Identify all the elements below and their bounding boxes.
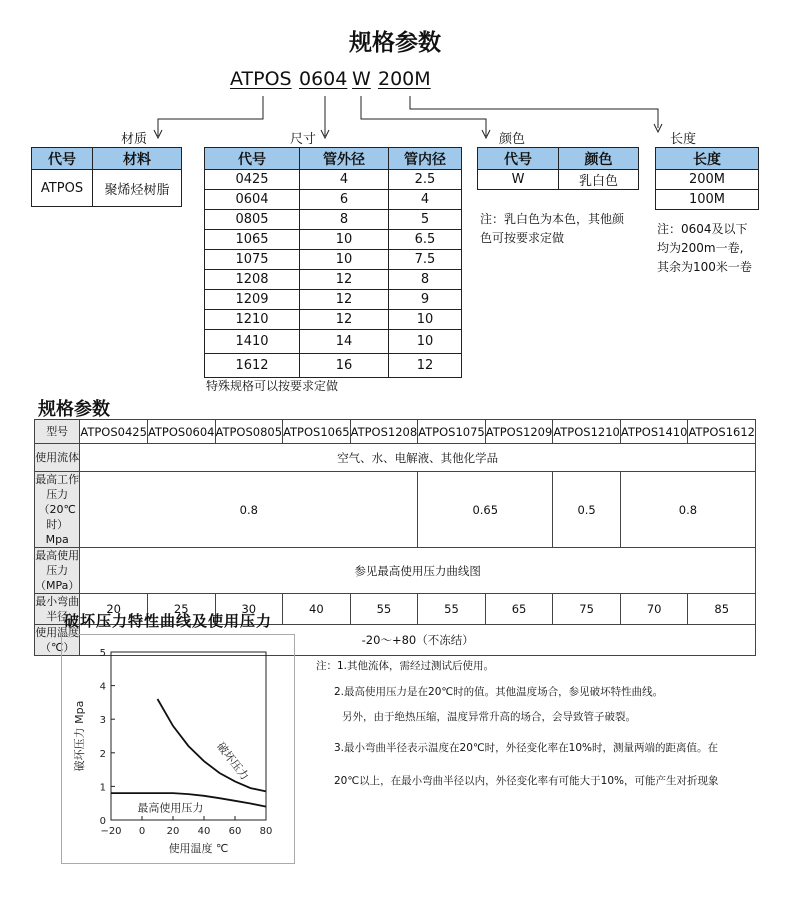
bend-cell: 25 <box>147 594 215 625</box>
material-table <box>31 147 182 207</box>
size-code: 0604 <box>205 190 300 210</box>
length-note-line: 其余为100米一卷 <box>657 260 752 274</box>
table-row <box>205 270 462 290</box>
length-note <box>657 220 752 277</box>
chart-xlabel: 使用温度 ℃ <box>168 842 229 855</box>
spec-row-model <box>35 420 756 444</box>
y-tick-label: 0 <box>99 816 106 827</box>
size-od: 12 <box>300 270 389 290</box>
material-name: 聚烯烃树脂 <box>93 170 182 207</box>
y-tick-label: 2 <box>99 748 106 760</box>
y-tick-label: 3 <box>99 715 106 727</box>
size-code: 1208 <box>205 270 300 290</box>
row-header-line: 最高工作压力 <box>35 473 80 501</box>
y-tick-label: 1 <box>99 782 106 794</box>
length-note-line: 注：0604及以下 <box>657 222 748 236</box>
pressure-cell: 0.65 <box>418 472 553 548</box>
code-length: 200M <box>378 68 431 90</box>
size-od: 10 <box>300 250 389 270</box>
table-row <box>205 230 462 250</box>
size-od: 14 <box>300 330 389 354</box>
size-code: 1065 <box>205 230 300 250</box>
table-row <box>205 210 462 230</box>
use-pressure-cell: 参见最高使用压力曲线图 <box>80 548 756 594</box>
bend-cell: 55 <box>418 594 486 625</box>
row-header: 使用温度（℃） <box>35 626 80 654</box>
table-row <box>205 290 462 310</box>
color-label: 颜色 <box>499 132 526 147</box>
table-row <box>205 310 462 330</box>
model-cell: ATPOS1075 <box>418 420 486 444</box>
code-size: 0604 <box>299 68 348 90</box>
row-header: 最小弯曲半径 <box>35 595 80 623</box>
size-code: 0805 <box>205 210 300 230</box>
color-name: 乳白色 <box>559 170 639 190</box>
size-od: 16 <box>300 354 389 378</box>
size-id: 2.5 <box>389 170 462 190</box>
size-id: 9 <box>389 290 462 310</box>
page-title: 规格参数 <box>349 30 441 56</box>
bend-cell: 20 <box>80 594 148 625</box>
temperature-cell: -20～+80（不冻结） <box>80 625 756 656</box>
pressure-cell: 0.8 <box>620 472 755 548</box>
pressure-chart <box>61 634 293 862</box>
table-row <box>205 330 462 354</box>
color-header-code: 代号 <box>478 148 559 170</box>
size-code: 0425 <box>205 170 300 190</box>
size-table <box>204 147 462 378</box>
size-id: 7.5 <box>389 250 462 270</box>
size-od: 12 <box>300 290 389 310</box>
model-cell: ATPOS1210 <box>553 420 621 444</box>
bend-cell: 75 <box>553 594 621 625</box>
size-code: 1410 <box>205 330 300 354</box>
graph-note-3: 另外，由于绝热压缩，温度异常升高的场合，会导致管子破裂。 <box>342 711 636 723</box>
burst-pressure-line <box>158 699 267 791</box>
y-tick-label: 4 <box>99 681 106 693</box>
size-id: 12 <box>389 354 462 378</box>
row-header: 使用流体 <box>35 444 80 472</box>
model-cell: ATPOS0425 <box>80 420 148 444</box>
color-note-line: 色可按要求定做 <box>480 231 565 245</box>
row-header <box>35 472 80 548</box>
size-header-code: 代号 <box>205 148 300 170</box>
code-color: W <box>352 68 371 90</box>
model-cell: ATPOS1065 <box>283 420 351 444</box>
graph-note-2: 2.最高使用压力是在20℃时的值。其他温度场合，参见破坏特性曲线。 <box>334 686 664 698</box>
burst-pressure-label: 破坏压力 <box>214 739 252 783</box>
pressure-cell: 0.5 <box>553 472 621 548</box>
size-header-od: 管外径 <box>300 148 389 170</box>
model-cell: ATPOS1208 <box>350 420 418 444</box>
row-header-line: （20℃时）Mpa <box>38 503 76 546</box>
x-tick-label: 60 <box>228 826 242 837</box>
length-label: 长度 <box>670 132 697 147</box>
size-od: 4 <box>300 170 389 190</box>
model-cell: ATPOS1612 <box>688 420 756 444</box>
use-pressure-label: 最高使用压力 <box>137 801 204 815</box>
x-tick-label: 40 <box>197 826 211 837</box>
table-row <box>205 170 462 190</box>
length-value: 100M <box>656 190 759 210</box>
graph-note-4: 3.最小弯曲半径表示温度在20℃时，外径变化率在10%时，测量两端的距离值。在 <box>334 742 719 754</box>
size-code: 1612 <box>205 354 300 378</box>
length-header: 长度 <box>656 148 759 170</box>
model-cell: ATPOS0805 <box>215 420 283 444</box>
row-header <box>35 548 80 594</box>
material-label: 材质 <box>121 132 148 147</box>
size-od: 6 <box>300 190 389 210</box>
size-id: 4 <box>389 190 462 210</box>
chart-ylabel: 破坏压力 Mpa <box>73 700 86 772</box>
row-header: 型号 <box>35 420 80 444</box>
length-value: 200M <box>656 170 759 190</box>
bend-cell: 30 <box>215 594 283 625</box>
table-row <box>205 354 462 378</box>
graph-note-5: 20℃以上，在最小弯曲半径以内，外径变化率有可能大于10%，可能产生对折现象 <box>334 775 719 787</box>
size-od: 10 <box>300 230 389 250</box>
bend-cell: 40 <box>283 594 351 625</box>
table-row <box>205 190 462 210</box>
y-tick-label: 5 <box>99 648 106 659</box>
spec-row-fluid <box>35 444 756 472</box>
size-id: 8 <box>389 270 462 290</box>
bend-cell: 70 <box>620 594 688 625</box>
spec-section-title: 规格参数 <box>38 399 110 420</box>
length-note-line: 均为200m一卷, <box>657 241 744 255</box>
model-cell: ATPOS1410 <box>620 420 688 444</box>
color-table <box>477 147 639 190</box>
size-code: 1209 <box>205 290 300 310</box>
size-label: 尺寸 <box>290 132 317 147</box>
fluid-cell: 空气、水、电解液、其他化学品 <box>80 444 756 472</box>
x-tick-label: 80 <box>259 826 273 837</box>
length-table <box>655 147 759 210</box>
size-id: 10 <box>389 310 462 330</box>
size-note: 特殊规格可以按要求定做 <box>206 379 339 393</box>
size-id: 5 <box>389 210 462 230</box>
color-note <box>480 210 624 248</box>
size-id: 6.5 <box>389 230 462 250</box>
x-tick-label: 20 <box>166 826 180 837</box>
material-header-material: 材料 <box>93 148 182 170</box>
model-cell: ATPOS0604 <box>147 420 215 444</box>
bend-cell: 55 <box>350 594 418 625</box>
row-header-line: （MPa） <box>35 579 80 592</box>
color-code: W <box>478 170 559 190</box>
row-header-line: 最高使用压力 <box>35 549 80 577</box>
spec-row-use-pressure <box>35 548 756 594</box>
material-code: ATPOS <box>32 170 93 207</box>
table-row <box>205 250 462 270</box>
model-cell: ATPOS1209 <box>485 420 553 444</box>
spec-row-work-pressure <box>35 472 756 548</box>
size-od: 12 <box>300 310 389 330</box>
graph-section-title: 破坏压力特性曲线及使用压力 <box>64 612 273 630</box>
x-tick-label: 0 <box>138 826 146 837</box>
size-code: 1075 <box>205 250 300 270</box>
bend-cell: 65 <box>485 594 553 625</box>
chart-lines <box>111 699 266 807</box>
graph-note-1: 注：1.其他流体，需经过测试后使用。 <box>316 660 495 672</box>
size-header-id: 管内径 <box>389 148 462 170</box>
pressure-cell: 0.8 <box>80 472 418 548</box>
color-header-color: 颜色 <box>559 148 639 170</box>
bend-cell: 85 <box>688 594 756 625</box>
size-code: 1210 <box>205 310 300 330</box>
size-od: 8 <box>300 210 389 230</box>
size-id: 10 <box>389 330 462 354</box>
x-tick-label: −20 <box>100 826 122 837</box>
material-header-code: 代号 <box>32 148 93 170</box>
code-material: ATPOS <box>230 68 292 90</box>
color-note-line: 注：乳白色为本色，其他颜 <box>480 212 625 226</box>
